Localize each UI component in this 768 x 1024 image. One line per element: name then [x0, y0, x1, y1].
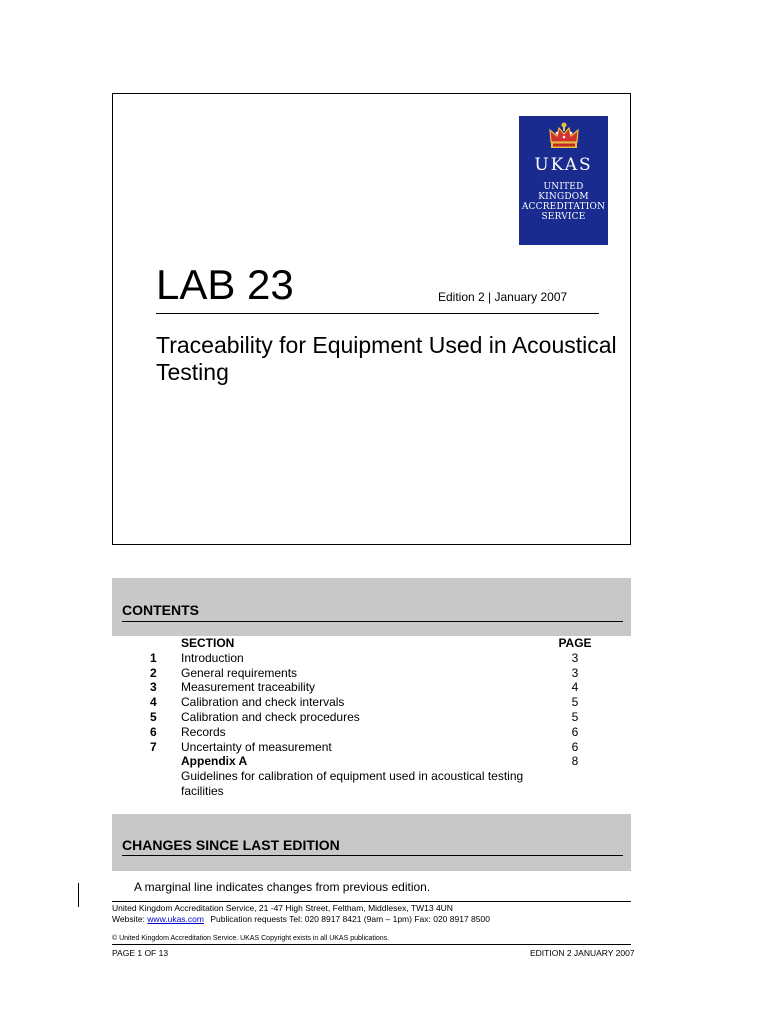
changes-rule [122, 855, 623, 856]
footer-contacts: Publication requests Tel: 020 8917 8421 (9am – 1pm) Fax: 020 8917 8500 [210, 914, 490, 924]
lab-number: LAB 23 [156, 261, 294, 308]
footer-website-link[interactable]: www.ukas.com [147, 914, 204, 924]
toc-row-appendix [112, 754, 631, 769]
toc-page: 6 [571, 724, 579, 739]
toc-title: Calibration and check procedures [181, 709, 360, 724]
logo-subtitle-line: SERVICE [541, 212, 586, 222]
toc-page: 3 [571, 650, 579, 665]
footer-contact-line [112, 914, 490, 925]
contents-heading: CONTENTS [122, 602, 199, 618]
toc-title: Measurement traceability [181, 680, 316, 695]
toc-page: 5 [571, 695, 579, 710]
toc-number: 1 [150, 650, 157, 665]
document-title-line: Traceability for Equipment Used in Acoustical [156, 332, 617, 358]
toc-row [112, 666, 631, 681]
logo-subtitle-line: KINGDOM [538, 192, 589, 202]
toc-title: General requirements [181, 665, 298, 680]
title-rule [156, 313, 599, 314]
toc-appendix-description [181, 769, 551, 799]
toc-page-header: PAGE [558, 636, 592, 650]
cover-box [112, 93, 631, 545]
toc-appendix-title: Appendix A [181, 754, 248, 769]
document-title [156, 332, 626, 386]
toc-row [112, 710, 631, 725]
logo-subtitle-line: ACCREDITATION [521, 202, 606, 212]
toc-appendix-desc-line: Guidelines for calibration of equipment used in acoustical testing [181, 769, 524, 784]
toc-number: 5 [150, 709, 157, 724]
toc-number: 6 [150, 724, 157, 739]
toc-row [112, 680, 631, 695]
toc-appendix-desc-row [112, 769, 631, 801]
contents-band [112, 578, 631, 636]
changes-note: A marginal line indicates changes from previous edition. [134, 880, 431, 894]
toc-header-row [112, 636, 631, 651]
footer-website-label: Website: [112, 914, 145, 924]
changes-heading: CHANGES SINCE LAST EDITION [122, 837, 340, 853]
toc-row [112, 695, 631, 710]
toc-page: 8 [571, 754, 579, 769]
toc-number: 2 [150, 665, 157, 680]
ukas-logo [519, 116, 608, 245]
table-of-contents [112, 636, 631, 801]
footer-rule-top [112, 901, 631, 902]
contents-rule [122, 621, 623, 622]
changes-band [112, 814, 631, 871]
toc-title: Calibration and check intervals [181, 695, 345, 710]
footer-page-number: PAGE 1 OF 13 [112, 948, 169, 958]
toc-title: Introduction [181, 650, 244, 665]
logo-name: UKAS [534, 155, 593, 175]
footer-rule-bottom [112, 944, 631, 945]
toc-row [112, 740, 631, 755]
toc-title: Records [181, 724, 226, 739]
toc-number: 7 [150, 739, 157, 754]
toc-title: Uncertainty of measurement [181, 739, 332, 754]
marginal-change-line [78, 883, 79, 907]
footer-copyright: © United Kingdom Accreditation Service. UKAS Copyright exists in all UKAS publications. [112, 935, 390, 942]
edition-label: Edition 2 | January 2007 [438, 290, 568, 304]
toc-row [112, 725, 631, 740]
logo-subtitle [519, 182, 608, 222]
toc-number: 3 [150, 680, 157, 695]
toc-row [112, 651, 631, 666]
toc-page: 3 [571, 665, 579, 680]
toc-appendix-desc-line: facilities [181, 784, 224, 799]
toc-page: 6 [571, 739, 579, 754]
footer-edition: EDITION 2 JANUARY 2007 [530, 948, 635, 958]
footer-address: United Kingdom Accreditation Service, 21 -47 High Street, Feltham, Middlesex, TW13 4UN [112, 903, 453, 913]
toc-page: 5 [571, 709, 579, 724]
toc-page: 4 [571, 680, 579, 695]
document-title-line: Testing [156, 359, 229, 385]
toc-section-header: SECTION [181, 636, 235, 650]
logo-subtitle-line: UNITED [543, 182, 584, 192]
toc-number: 4 [150, 695, 157, 710]
crown-icon [545, 120, 583, 152]
